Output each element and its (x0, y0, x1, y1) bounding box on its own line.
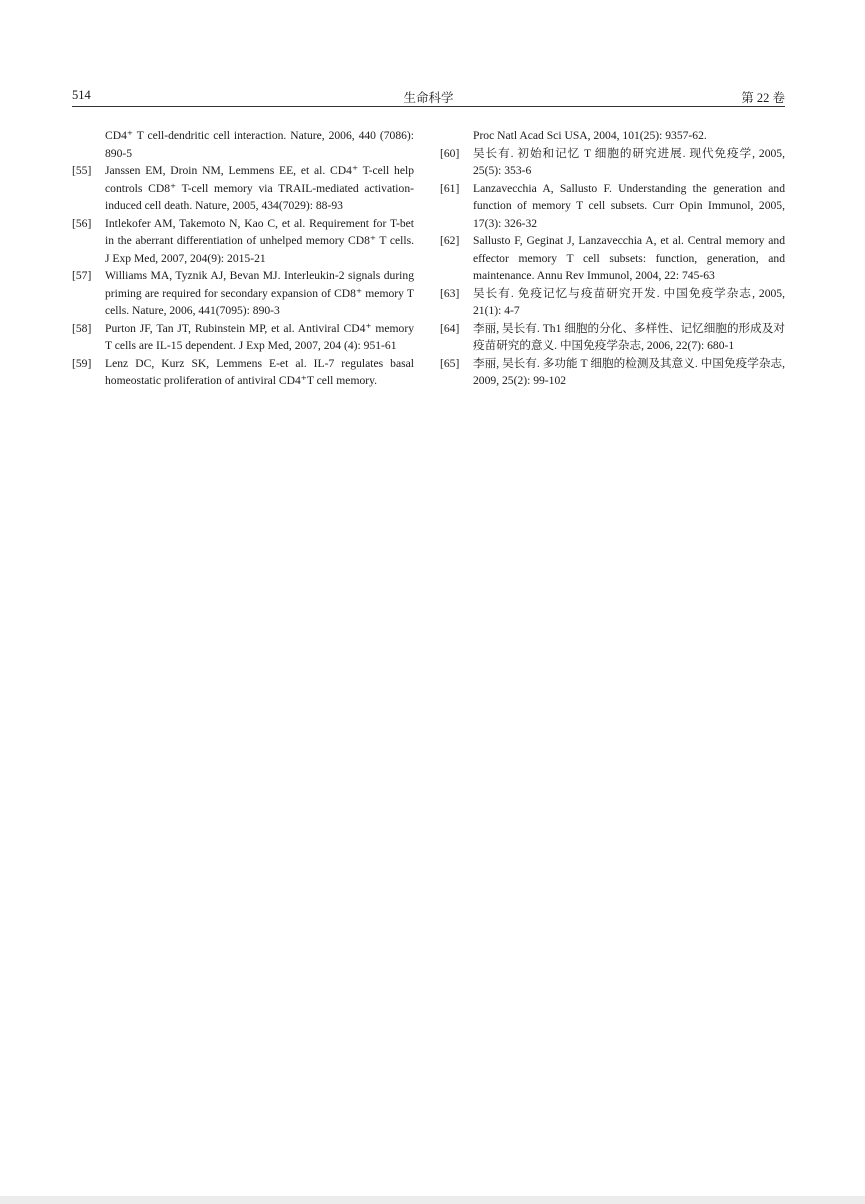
right-column (440, 127, 785, 390)
reference-text: 吴长有. 初始和记忆 T 细胞的研究进展. 现代免疫学, 2005, 25(5): 353-6 (473, 146, 785, 177)
volume-label: 第 22 卷 (741, 91, 785, 105)
page-header (72, 88, 785, 106)
reference-item (440, 145, 785, 180)
reference-item (72, 355, 414, 390)
reference-item (440, 320, 785, 355)
reference-text: Williams MA, Tyznik AJ, Bevan MJ. Interleukin-2 signals during priming are required for secondary expansion of CD8⁺ memory T cells. Nature, 2006, 441(7095): 890-3 (105, 269, 414, 317)
journal-title: 生命科学 (403, 91, 454, 105)
reference-number: [60] (440, 146, 460, 160)
reference-text: 李丽, 吴长有. 多功能 T 细胞的检测及其意义. 中国免疫学杂志, 2009, 25(2): 99-102 (473, 356, 785, 387)
reference-text: Intlekofer AM, Takemoto N, Kao C, et al. Requirement for T-bet in the aberrant differentiation of unhelped memory CD8⁺ T cells. J Exp Med, 2007, 204(9): 2015-21 (105, 216, 414, 265)
reference-item (440, 355, 785, 390)
page-bottom-strip (0, 1196, 865, 1204)
reference-text: 李丽, 吴长有. Th1 细胞的分化、多样性、记忆细胞的形成及对疫苗研究的意义. 中国免疫学杂志, 2006, 22(7): 680-1 (473, 321, 785, 352)
reference-number: [61] (440, 181, 460, 195)
header-rule (72, 106, 785, 107)
page-number: 514 (72, 88, 91, 102)
reference-item (440, 232, 785, 285)
reference-number: [59] (72, 356, 92, 370)
reference-number: [62] (440, 234, 460, 247)
reference-item (72, 215, 414, 268)
reference-number: [64] (440, 321, 460, 335)
ref-continuation: Proc Natl Acad Sci USA, 2004, 101(25): 9357-62. (473, 129, 707, 142)
left-column (72, 127, 414, 390)
reference-text: Lanzavecchia A, Sallusto F. Understanding the generation and function of memory T cell subsets. Curr Opin Immunol, 2005, 17(3): 326-32 (473, 181, 785, 230)
reference-item (440, 285, 785, 320)
reference-text: Lenz DC, Kurz SK, Lemmens E-et al. IL-7 regulates basal homeostatic proliferation of antiviral CD4⁺T cell memory. (105, 356, 414, 387)
reference-text: Purton JF, Tan JT, Rubinstein MP, et al. Antiviral CD4⁺ memory T cells are IL-15 dependent. J Exp Med, 2007, 204 (4): 951-61 (105, 321, 414, 352)
reference-number: [65] (440, 356, 460, 370)
reference-number: [57] (72, 269, 92, 282)
reference-number: [58] (72, 321, 92, 335)
reference-text: Sallusto F, Geginat J, Lanzavecchia A, et al. Central memory and effector memory T cell subsets: function, generation, and maintenance. Annu Rev Immunol, 2004, 22: 745-63 (473, 234, 785, 282)
reference-number: [55] (72, 164, 92, 177)
reference-text: Janssen EM, Droin NM, Lemmens EE, et al. CD4⁺ T-cell help controls CD8⁺ T-cell memory via TRAIL-mediated activation-induced cell death. Nature, 2005, 434(7029): 88-93 (105, 164, 414, 212)
reference-item (72, 162, 414, 215)
reference-number: [63] (440, 286, 460, 300)
reference-text: 吴长有. 免疫记忆与疫苗研究开发. 中国免疫学杂志, 2005, 21(1): 4-7 (473, 286, 785, 317)
reference-item (72, 267, 414, 320)
reference-number: [56] (72, 216, 92, 230)
reference-item (440, 180, 785, 233)
reference-item (72, 320, 414, 355)
ref-continuation: CD4⁺ T cell-dendritic cell interaction. Nature, 2006, 440 (7086): 890-5 (105, 129, 414, 160)
